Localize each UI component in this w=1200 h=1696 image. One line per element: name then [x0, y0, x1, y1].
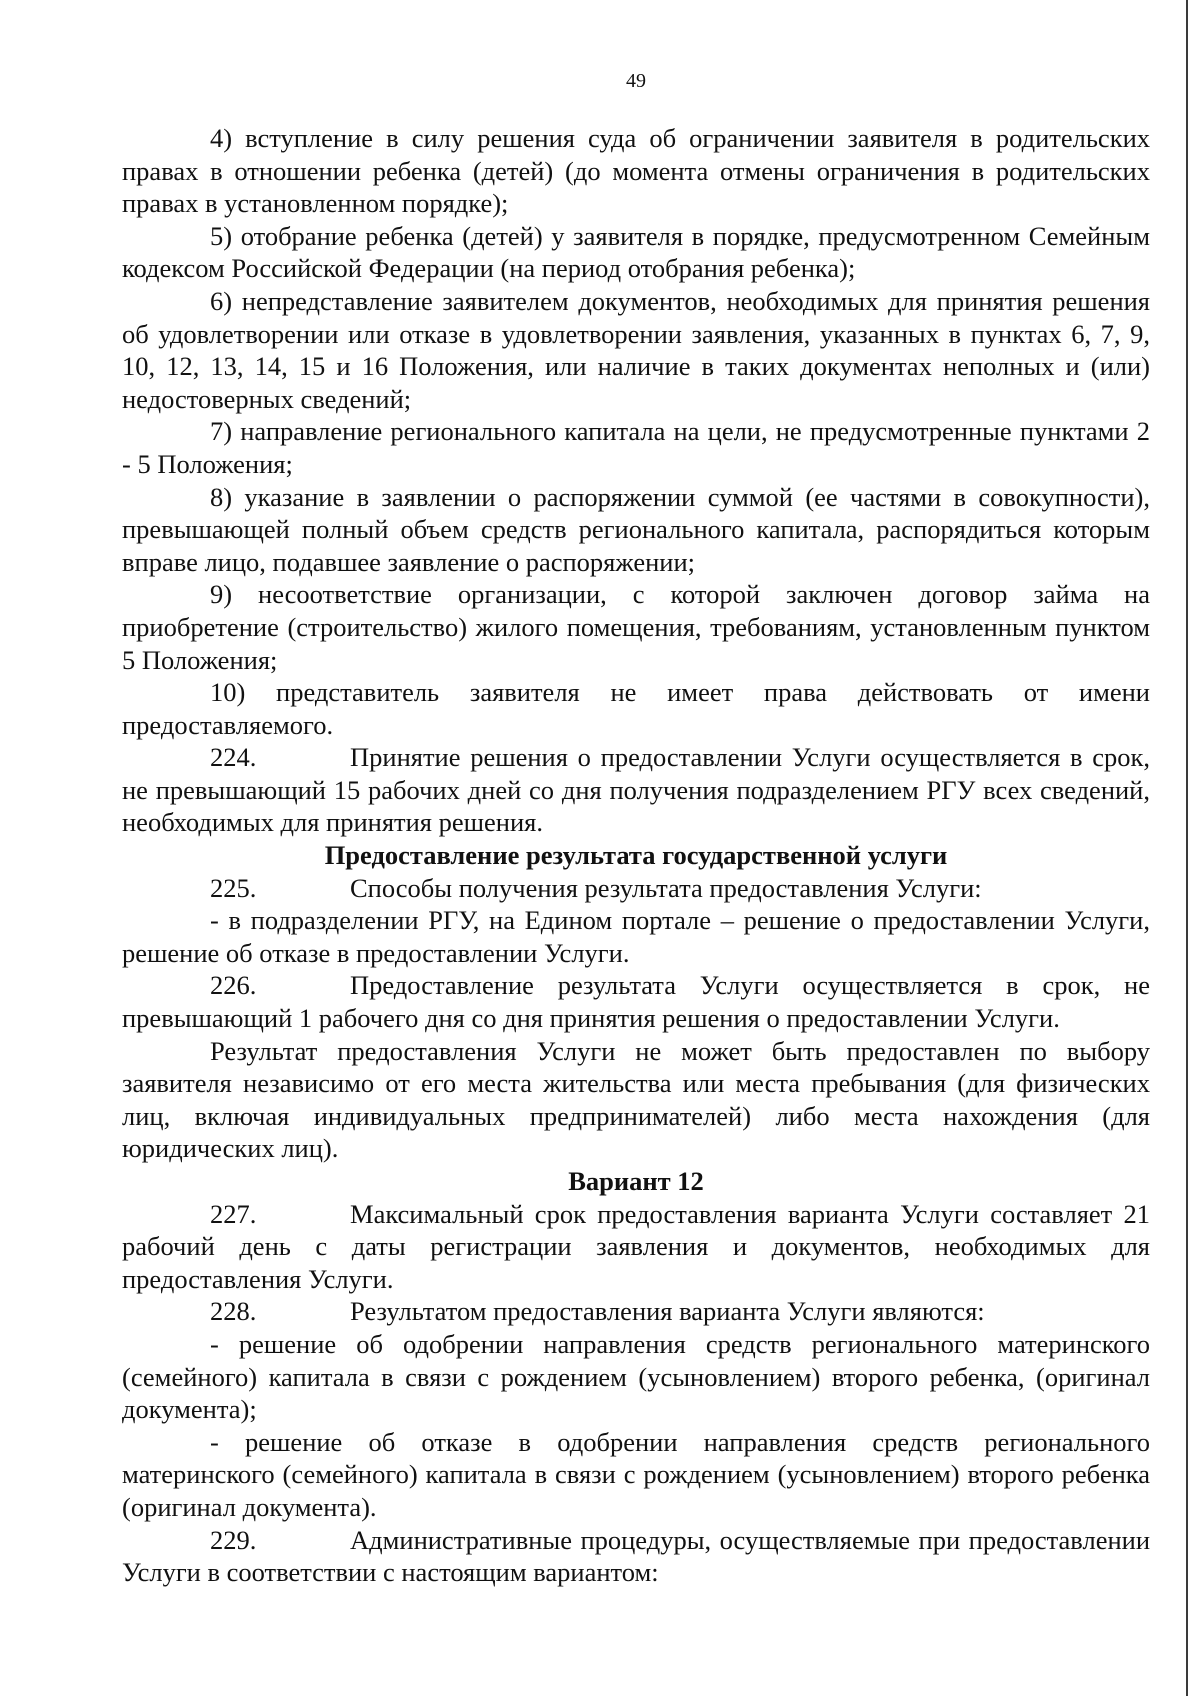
paragraph-225-dash: - в подразделении РГУ, на Едином портале – решение о предоставлении Услуги, решение об отказе в предоставлении Услуги. — [122, 905, 1150, 968]
paragraph-224 — [122, 741, 1150, 839]
paragraph-number: 226. — [210, 970, 257, 1001]
paragraph-number: 229. — [210, 1524, 257, 1555]
list-item-5: 5) отобрание ребенка (детей) у заявителя в порядке, предусмотренном Семейным кодексом Российской Федерации (на период отобрания ребенка); — [122, 220, 1150, 284]
paragraph-number: 227. — [210, 1198, 257, 1229]
paragraph-225 — [122, 872, 1150, 905]
paragraph-226 — [122, 969, 1150, 1034]
paragraph-228-dash-1: - решение об одобрении направления средств регионального материнского (семейного) капитала в связи с рождением (усыновлением) второго ребенка, (оригинал документа); — [122, 1328, 1150, 1425]
paragraph-text: Способы получения результата предоставления Услуги: — [350, 872, 982, 903]
page-number: 49 — [626, 70, 646, 92]
paragraph-text: Максимальный срок предоставления варианта Услуги составляет 21 рабочий день с даты регистрации заявления и документов, необходимых для предоставления Услуги. — [122, 1198, 1150, 1294]
scan-edge-line — [1186, 0, 1188, 1696]
paragraph-226-result: Результат предоставления Услуги не может быть предоставлен по выбору заявителя независимо от его места жительства или места пребывания (для физических лиц, включая индивидуальных предпринимателей) либо места нахождения (для юридических лиц). — [122, 1035, 1150, 1164]
paragraph-228 — [122, 1295, 1150, 1328]
list-item-4: 4) вступление в силу решения суда об ограничении заявителя в родительских правах в отношении ребенка (детей) (до момента отмены ограничения в родительских правах в установленном порядке); — [122, 123, 1150, 219]
section-heading-result: Предоставление результата государственной услуги — [324, 840, 948, 871]
list-item-8: 8) указание в заявлении о распоряжении суммой (ее частями в совокупности), превышающей полный объем средств регионального капитала, распорядиться которым вправе лицо, подавшее заявление о распоряжении; — [122, 481, 1150, 577]
paragraph-number: 225. — [210, 872, 257, 903]
paragraph-text: Принятие решения о предоставлении Услуги осуществляется в срок, не превышающий 15 рабочих дней со дня получения подразделением РГУ всех сведений, необходимых для принятия решения. — [122, 742, 1150, 838]
paragraph-228-dash-2: - решение об отказе в одобрении направления средств регионального материнского (семейного) капитала в связи с рождением (усыновлением) второго ребенка (оригинал документа). — [122, 1426, 1150, 1522]
paragraph-227 — [122, 1198, 1150, 1296]
paragraph-text: Административные процедуры, осуществляемые при предоставлении Услуги в соответствии с настоящим вариантом: — [122, 1524, 1150, 1588]
list-item-10: 10) представитель заявителя не имеет права действовать от имени предоставляемого. — [122, 677, 1150, 740]
paragraph-number: 224. — [210, 742, 257, 773]
paragraph-text: Результатом предоставления варианта Услуги являются: — [350, 1296, 985, 1327]
list-item-7: 7) направление регионального капитала на цели, не предусмотренные пунктами 2 - 5 Положения; — [122, 416, 1150, 479]
list-item-6: 6) непредставление заявителем документов, необходимых для принятия решения об удовлетворении или отказе в удовлетворении заявления, указанных в пунктах 6, 7, 9, 10, 12, 13, 14, 15 и 16 Положения, или наличие в таких документах неполных и (или) недостоверных сведений; — [122, 285, 1150, 414]
paragraph-229 — [122, 1524, 1150, 1589]
list-item-9: 9) несоответствие организации, с которой заключен договор займа на приобретение (строительство) жилого помещения, требованиям, установленным пунктом 5 Положения; — [122, 579, 1150, 675]
paragraph-number: 228. — [210, 1296, 257, 1327]
section-heading-variant: Вариант 12 — [568, 1166, 704, 1196]
document-body — [122, 122, 1150, 1589]
paragraph-text: Предоставление результата Услуги осуществляется в срок, не превышающий 1 рабочего дня со дня принятия решения о предоставлении Услуги. — [122, 970, 1150, 1034]
